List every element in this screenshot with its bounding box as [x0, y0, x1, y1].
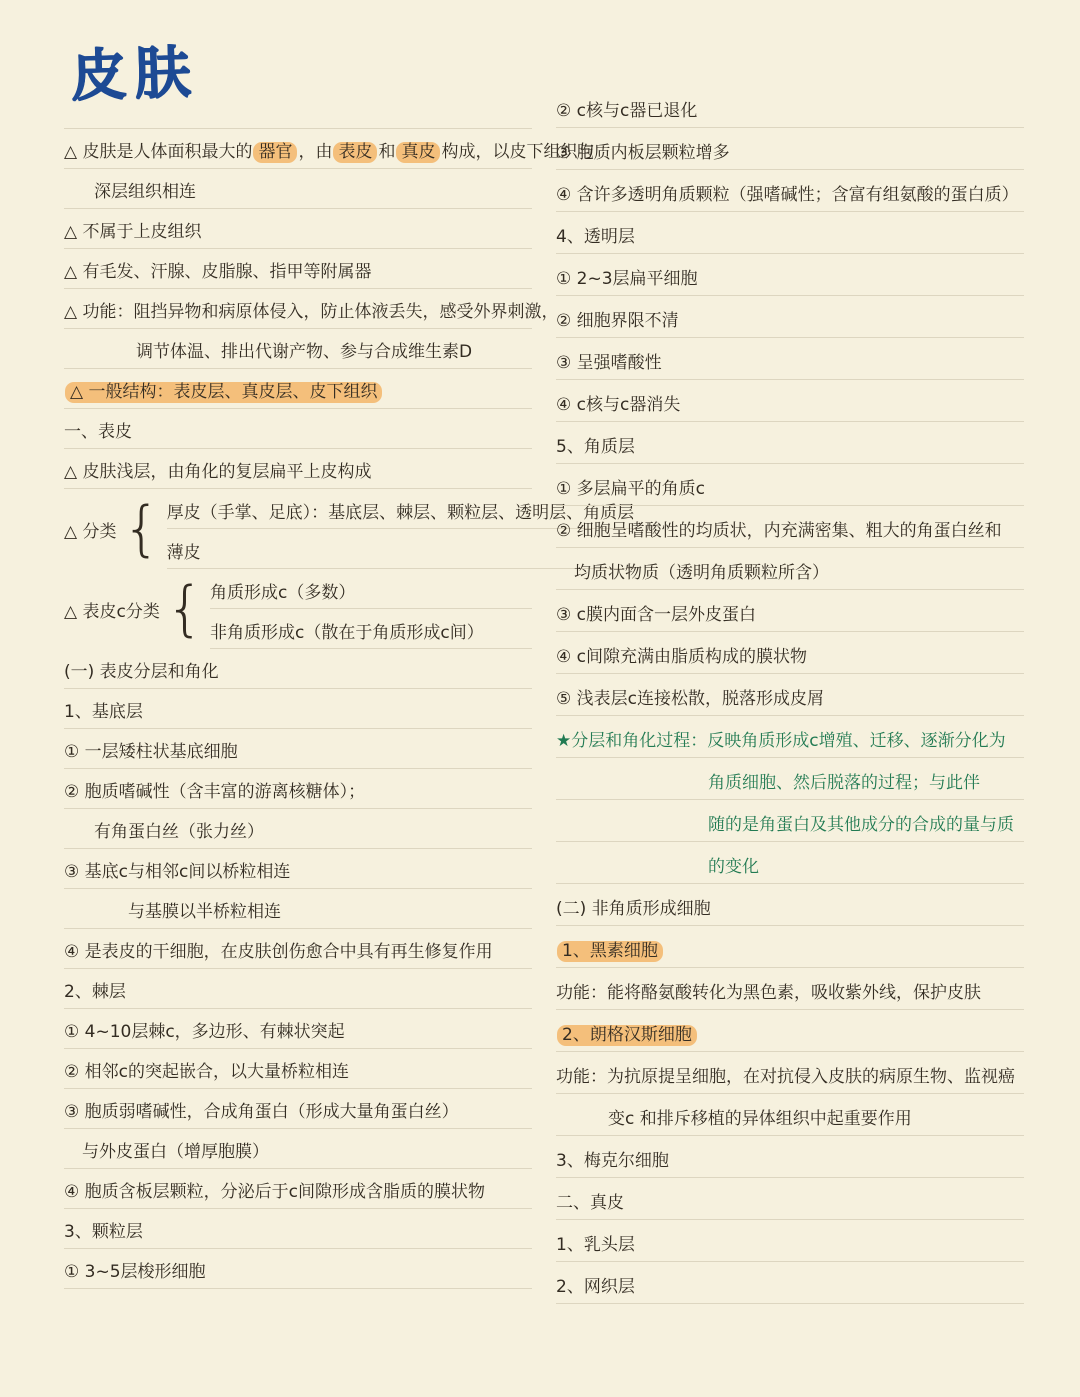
text-segment: ⑤ 浅表层c连接松散，脱落形成皮屑 [556, 688, 824, 709]
page-title: 皮肤 [69, 39, 200, 110]
note-line [64, 409, 532, 449]
text-segment: 与基膜以半桥粒相连 [128, 901, 281, 922]
text-segment: ③ 呈强嗜酸性 [556, 352, 662, 373]
highlighted-text: 1、黑素细胞 [557, 941, 663, 962]
note-line [64, 289, 559, 329]
text-segment: ③ c膜内面含一层外皮蛋白 [556, 604, 756, 625]
highlighted-text: 2、朗格汉斯细胞 [557, 1025, 697, 1046]
text-segment: 4、透明层 [556, 226, 635, 247]
note-line [64, 1169, 532, 1209]
brace-group [64, 569, 532, 649]
note-line [556, 422, 1024, 464]
text-segment: 一、表皮 [64, 421, 132, 442]
note-line [556, 800, 1024, 842]
note-line [556, 968, 1024, 1010]
text-segment: △ 皮肤是人体面积最大的 [64, 141, 253, 162]
text-segment: 功能：能将酪氨酸转化为黑色素，吸收紫外线，保护皮肤 [556, 982, 981, 1003]
text-segment: 有角蛋白丝（张力丝） [94, 821, 264, 842]
note-line [64, 369, 532, 409]
text-segment: ③ 胞质弱嗜碱性，合成角蛋白（形成大量角蛋白丝） [64, 1101, 459, 1122]
note-line [556, 632, 1024, 674]
note-line [64, 329, 532, 369]
note-line [64, 969, 532, 1009]
text-segment: 均质状物质（透明角质颗粒所含） [574, 562, 829, 583]
note-line [556, 884, 1024, 926]
note-line [556, 86, 1024, 128]
text-segment: △ 不属于上皮组织 [64, 221, 202, 242]
brace-group [64, 489, 635, 569]
text-segment: ② 细胞呈嗜酸性的均质状，内充满密集、粗大的角蛋白丝和 [556, 520, 1002, 541]
note-line [556, 338, 1024, 380]
note-line [64, 169, 532, 209]
note-line [556, 506, 1024, 548]
text-segment: 5、角质层 [556, 436, 635, 457]
note-line [64, 689, 532, 729]
text-segment: ② c核与c器已退化 [556, 100, 698, 121]
text-segment: ③ 基底c与相邻c间以桥粒相连 [64, 861, 291, 882]
note-line [556, 548, 1024, 590]
note-line [556, 926, 1024, 968]
brace-icon: { [165, 574, 205, 644]
note-line [556, 296, 1024, 338]
note-line [556, 842, 1024, 884]
text-segment: 构成，以皮下组织与 [441, 141, 595, 162]
note-line [556, 170, 1024, 212]
text-segment: △ 皮肤浅层，由角化的复层扁平上皮构成 [64, 461, 372, 482]
text-segment: ① 2~3层扁平细胞 [556, 268, 698, 289]
text-segment: ★分层和角化过程：反映角质形成c增殖、迁移、逐渐分化为 [556, 730, 1006, 751]
text-segment: ② 相邻c的突起嵌合，以大量桥粒相连 [64, 1061, 349, 1082]
note-line [556, 674, 1024, 716]
note-line [556, 128, 1024, 170]
brace-branches [210, 569, 532, 649]
text-segment: 3、梅克尔细胞 [556, 1150, 669, 1171]
text-segment: 1、乳头层 [556, 1234, 635, 1255]
brace-branch: 非角质形成c（散在于角质形成c间） [210, 609, 532, 649]
text-segment: ④ c核与c器消失 [556, 394, 681, 415]
text-segment: △ 功能：阻挡异物和病原体侵入，防止体液丢失，感受外界刺激， [64, 301, 559, 322]
note-line [556, 758, 1024, 800]
text-segment: 功能：为抗原提呈细胞，在对抗侵入皮肤的病原生物、监视癌 [556, 1066, 1015, 1087]
note-line [64, 449, 532, 489]
text-segment: ，由 [298, 141, 333, 162]
note-line [64, 729, 532, 769]
highlighted-text: 器官 [253, 142, 297, 163]
text-segment: 角质细胞、然后脱落的过程；与此伴 [708, 772, 980, 793]
note-line [556, 1262, 1024, 1304]
brace-branch: 薄皮 [167, 529, 635, 569]
note-line [64, 1009, 532, 1049]
note-line [556, 1010, 1024, 1052]
text-segment: ① 一层矮柱状基底细胞 [64, 741, 238, 762]
text-segment: 2、网织层 [556, 1276, 635, 1297]
brace-label: △ 分类 [64, 521, 117, 542]
highlighted-text: 真皮 [396, 142, 440, 163]
note-line [556, 212, 1024, 254]
text-segment: 随的是角蛋白及其他成分的合成的量与质 [708, 814, 1014, 835]
note-line [64, 809, 532, 849]
highlighted-text: △ 一般结构：表皮层、真皮层、皮下组织 [65, 382, 382, 403]
text-segment: 与外皮蛋白（增厚胞膜） [82, 1141, 269, 1162]
note-line [556, 380, 1024, 422]
text-segment: 调节体温、排出代谢产物、参与合成维生素D [136, 341, 473, 362]
text-segment: 变c 和排斥移植的异体组织中起重要作用 [608, 1108, 912, 1129]
text-segment: ④ c间隙充满由脂质构成的膜状物 [556, 646, 807, 667]
note-line [64, 1249, 532, 1289]
text-segment: 3、颗粒层 [64, 1221, 143, 1242]
text-segment: ② 细胞界限不清 [556, 310, 679, 331]
note-line [556, 1052, 1024, 1094]
note-line [556, 464, 1024, 506]
note-line [556, 716, 1024, 758]
brace-branch: 厚皮（手掌、足底）：基底层、棘层、颗粒层、透明层、角质层 [167, 489, 635, 529]
text-segment: 2、棘层 [64, 981, 126, 1002]
text-segment: ① 4~10层棘c，多边形、有棘状突起 [64, 1021, 345, 1042]
text-segment: ① 3~5层梭形细胞 [64, 1261, 206, 1282]
text-segment: 1、基底层 [64, 701, 143, 722]
note-line [556, 1220, 1024, 1262]
text-segment: 深层组织相连 [94, 181, 196, 202]
note-line [556, 590, 1024, 632]
text-segment: ① 多层扁平的角质c [556, 478, 705, 499]
brace-icon: { [122, 494, 161, 564]
note-line [64, 1129, 532, 1169]
text-segment: ④ 是表皮的干细胞，在皮肤创伤愈合中具有再生修复作用 [64, 941, 493, 962]
text-segment: ④ 含许多透明角质颗粒（强嗜碱性；含富有组氨酸的蛋白质） [556, 184, 1019, 205]
text-segment: 二、真皮 [556, 1192, 624, 1213]
text-segment: (一) 表皮分层和角化 [64, 661, 219, 682]
text-segment: ② 胞质嗜碱性（含丰富的游离核糖体）； [64, 781, 366, 802]
text-segment: ③ 胞质内板层颗粒增多 [556, 142, 730, 163]
brace-branch: 角质形成c（多数） [210, 569, 532, 609]
text-segment: △ 有毛发、汗腺、皮脂腺、指甲等附属器 [64, 261, 372, 282]
note-line [556, 1178, 1024, 1220]
note-line [556, 1136, 1024, 1178]
note-line [64, 649, 532, 689]
text-segment: (二) 非角质形成细胞 [556, 898, 711, 919]
text-segment: 和 [378, 141, 396, 162]
note-line [64, 929, 532, 969]
highlighted-text: 表皮 [333, 142, 377, 163]
note-line [64, 249, 532, 289]
note-line [64, 129, 595, 169]
note-line [556, 254, 1024, 296]
right-column [556, 86, 1024, 1304]
note-line [556, 1094, 1024, 1136]
note-line [64, 1209, 532, 1249]
text-segment: 的变化 [708, 856, 759, 877]
brace-label: △ 表皮c分类 [64, 601, 160, 622]
note-line [64, 769, 532, 809]
note-line [64, 849, 532, 889]
note-line [64, 209, 532, 249]
note-line [64, 1089, 532, 1129]
note-line [64, 1049, 532, 1089]
note-line [64, 889, 532, 929]
text-segment: ④ 胞质含板层颗粒，分泌后于c间隙形成含脂质的膜状物 [64, 1181, 485, 1202]
